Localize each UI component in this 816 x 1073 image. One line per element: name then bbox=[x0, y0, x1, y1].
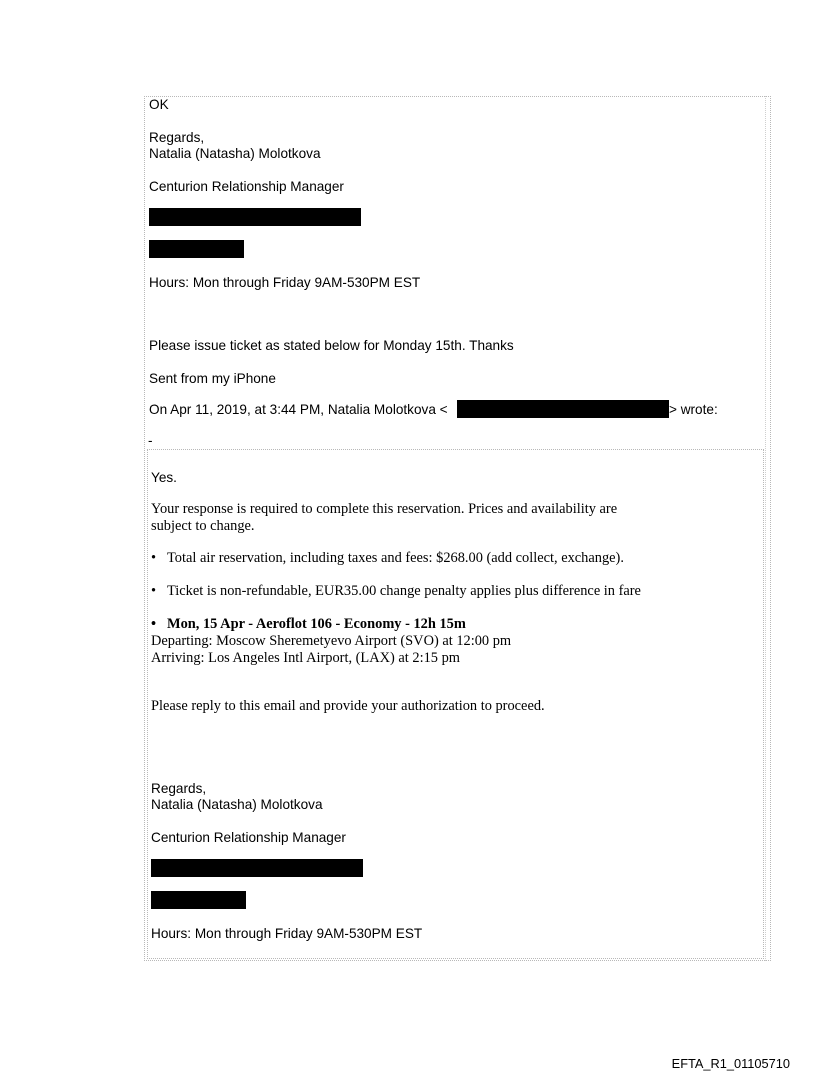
redaction-block bbox=[151, 891, 246, 909]
arriving-line: Arriving: Los Angeles Intl Airport, (LAX) at 2:15 pm bbox=[151, 650, 460, 666]
reply-text: OK bbox=[149, 97, 169, 112]
departing-line: Departing: Moscow Sheremetyevo Airport (SVO) at 12:00 pm bbox=[151, 633, 512, 649]
bullet-total-fare bbox=[151, 550, 624, 567]
quoted-hours-text: Hours: Mon through Friday 9AM-530PM EST bbox=[151, 926, 423, 941]
signoff: Regards, bbox=[149, 130, 205, 145]
quoted-sender-name: Natalia (Natasha) Molotkova bbox=[151, 797, 323, 812]
authorization-request: Please reply to this email and provide your authorization to proceed. bbox=[151, 698, 545, 714]
quoted-sender-title: Centurion Relationship Manager bbox=[151, 830, 346, 845]
redaction-block bbox=[151, 859, 363, 877]
ticket-terms-text: Ticket is non-refundable, EUR35.00 change penalty applies plus difference in fare bbox=[167, 583, 641, 599]
wrote-line-prefix: On Apr 11, 2019, at 3:44 PM, Natalia Molotkova < bbox=[149, 402, 448, 417]
sender-name: Natalia (Natasha) Molotkova bbox=[149, 146, 321, 161]
sent-from: Sent from my iPhone bbox=[149, 371, 276, 386]
sender-title: Centurion Relationship Manager bbox=[149, 179, 344, 194]
issue-ticket-request: Please issue ticket as stated below for Monday 15th. Thanks bbox=[149, 338, 514, 353]
bullet-symbol: • bbox=[151, 583, 157, 599]
total-fare-text: Total air reservation, including taxes and fees: $268.00 (add collect, exchange). bbox=[167, 550, 624, 566]
quoted-reply: Yes. bbox=[151, 470, 177, 485]
bullet-symbol: • bbox=[151, 616, 157, 632]
redaction-block bbox=[149, 240, 244, 258]
frame-divider bbox=[765, 96, 767, 961]
hours-text: Hours: Mon through Friday 9AM-530PM EST bbox=[149, 275, 421, 290]
redaction-block bbox=[149, 208, 361, 226]
separator-dash: - bbox=[148, 433, 153, 448]
reservation-intro-line1: Your response is required to complete this reservation. Prices and availability are bbox=[151, 501, 618, 517]
flight-header-text: Mon, 15 Apr - Aeroflot 106 - Economy - 12h 15m bbox=[167, 616, 466, 632]
quoted-signoff: Regards, bbox=[151, 781, 207, 796]
document-id: EFTA_R1_01105710 bbox=[671, 1056, 790, 1071]
bullet-symbol: • bbox=[151, 550, 157, 566]
redaction-block bbox=[457, 400, 669, 418]
bullet-ticket-terms bbox=[151, 583, 641, 600]
wrote-line-suffix: > wrote: bbox=[669, 402, 718, 417]
flight-header bbox=[151, 616, 466, 633]
reservation-intro-line2: subject to change. bbox=[151, 518, 255, 534]
